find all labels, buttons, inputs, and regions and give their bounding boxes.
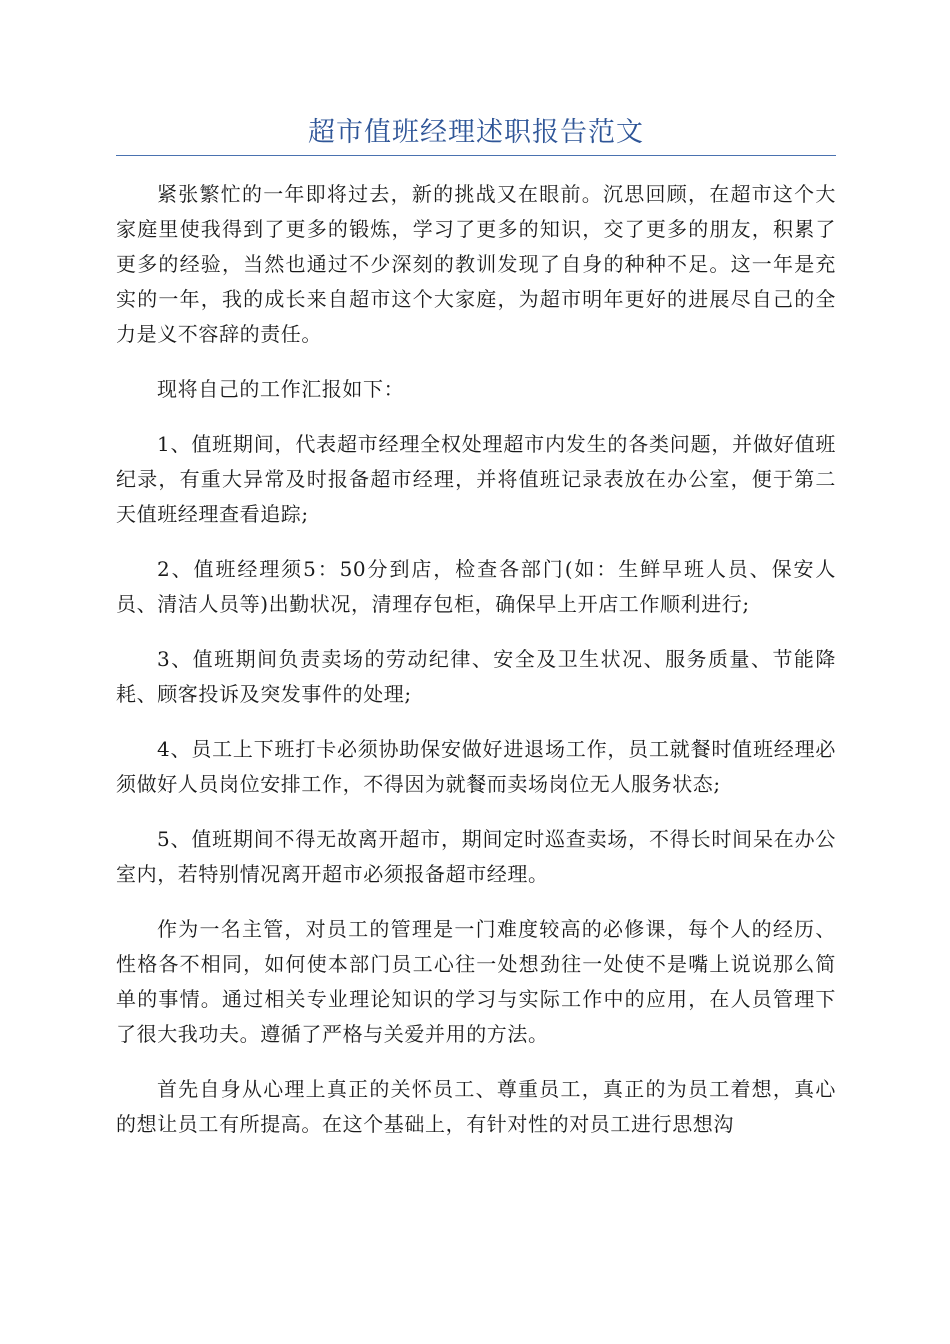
paragraph-item-5: 5、值班期间不得无故离开超市，期间定时巡查卖场，不得长时间呆在办公室内，若特别情况离开超市必须报备超市经理。: [116, 827, 836, 886]
paragraph-report-lead: 现将自己的工作汇报如下：: [157, 377, 405, 401]
paragraph-item-4: 4、员工上下班打卡必须协助保安做好进退场工作，员工就餐时值班经理必须做好人员岗位安排工作，不得因为就餐而卖场岗位无人服务状态;: [116, 737, 836, 796]
paragraph-item-1: 1、值班期间，代表超市经理全权处理超市内发生的各类问题，并做好值班纪录，有重大异常及时报备超市经理，并将值班记录表放在办公室，便于第二天值班经理查看追踪;: [116, 432, 836, 526]
document-body: [116, 177, 836, 1142]
document-title: 超市值班经理述职报告范文: [308, 117, 644, 148]
title-underline: [116, 155, 836, 156]
paragraph-item-2: 2、值班经理须5：50分到店，检查各部门(如：生鲜早班人员、保安人员、清洁人员等)出勤状况，清理存包柜，确保早上开店工作顺利进行;: [116, 557, 836, 616]
paragraph-intro: 紧张繁忙的一年即将过去，新的挑战又在眼前。沉思回顾，在超市这个大家庭里使我得到了更多的锻炼，学习了更多的知识，交了更多的朋友，积累了更多的经验，当然也通过不少深刻的教训发现了自身的种种不足。这一年是充实的一年，我的成长来自超市这个大家庭，为超市明年更好的进展尽自己的全力是义不容辞的责任。: [116, 182, 836, 346]
paragraph-management: 作为一名主管，对员工的管理是一门难度较高的必修课，每个人的经历、性格各不相同，如何使本部门员工心往一处想劲往一处使不是嘴上说说那么简单的事情。通过相关专业理论知识的学习与实际工作中的应用，在人员管理下了很大我功夫。遵循了严格与关爱并用的方法。: [116, 917, 836, 1046]
paragraph-item-3: 3、值班期间负责卖场的劳动纪律、安全及卫生状况、服务质量、节能降耗、顾客投诉及突发事件的处理;: [116, 647, 836, 706]
paragraph-care: 首先自身从心理上真正的关怀员工、尊重员工，真正的为员工着想，真心的想让员工有所提高。在这个基础上，有针对性的对员工进行思想沟: [116, 1077, 836, 1136]
document-page: [116, 0, 836, 1162]
